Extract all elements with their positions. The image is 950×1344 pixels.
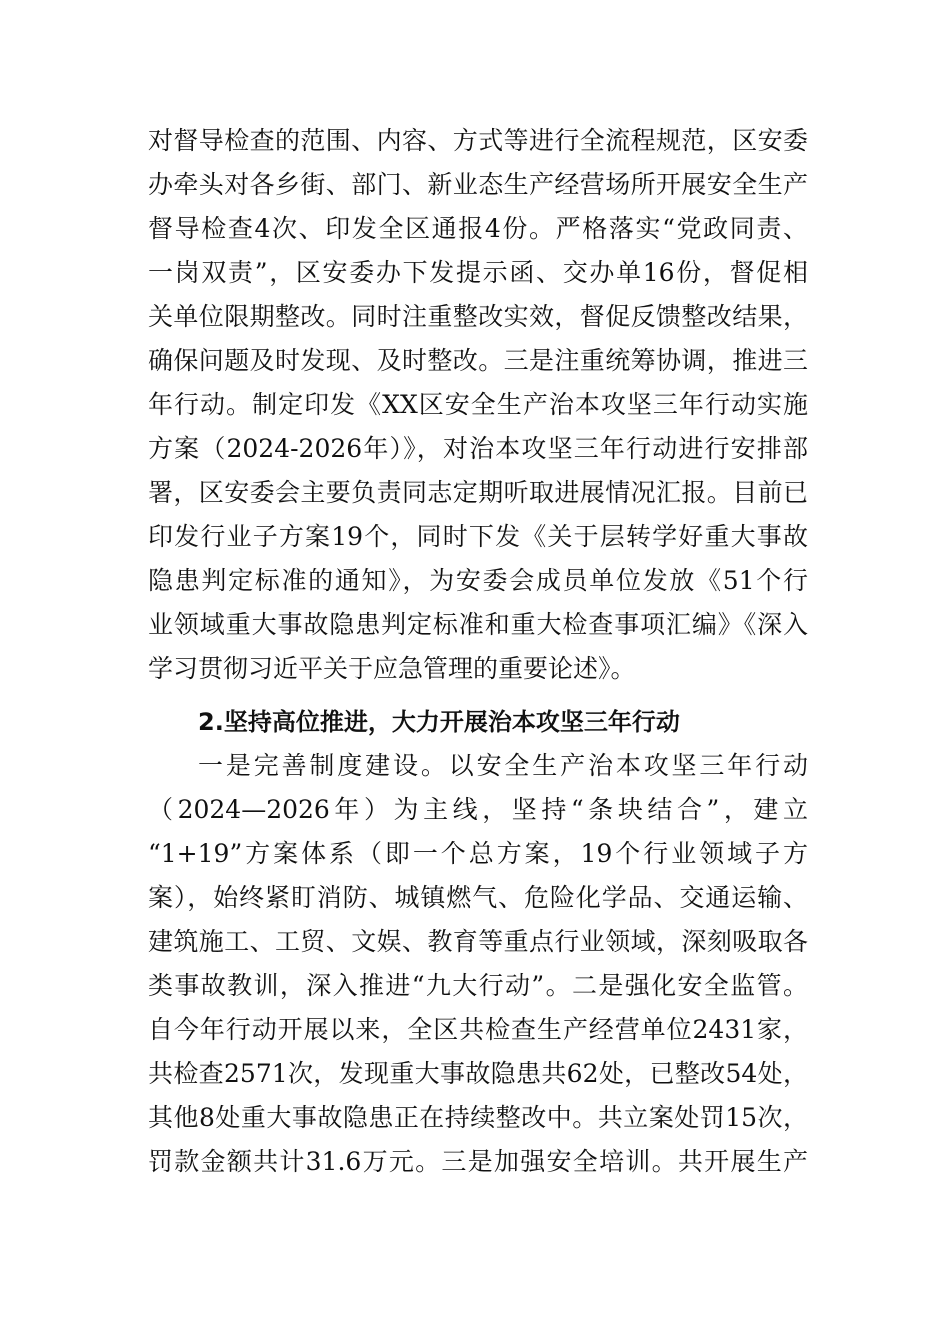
paragraph-line: 方案（2024-2026年）》，对治本攻坚三年行动进行安排部: [148, 434, 808, 463]
paragraph-line: 其他8处重大事故隐患正在持续整改中。共立案处罚15次，: [148, 1103, 808, 1132]
paragraph-line: 建筑施工、工贸、文娱、教育等重点行业领域，深刻吸取各: [148, 927, 808, 956]
paragraph-line: 自今年行动开展以来，全区共检查生产经营单位2431家，: [148, 1015, 808, 1044]
section-heading: 2.坚持高位推进，大力开展治本攻坚三年行动: [198, 708, 680, 736]
paragraph-line: 印发行业子方案19个，同时下发《关于层转学好重大事故: [148, 522, 808, 551]
paragraph-line: 案），始终紧盯消防、城镇燃气、危险化学品、交通运输、: [148, 883, 808, 912]
paragraph-line: 业领域重大事故隐患判定标准和重大检查事项汇编》《深入: [148, 610, 808, 639]
paragraph-line: 关单位限期整改。同时注重整改实效，督促反馈整改结果，: [148, 302, 808, 331]
paragraph-line: 年行动。制定印发《XX区安全生产治本攻坚三年行动实施: [148, 390, 808, 419]
paragraph-line: 隐患判定标准的通知》，为安委会成员单位发放《51个行: [148, 566, 808, 595]
paragraph-line: （2024—2026年）为主线，坚持“条块结合”，建立: [148, 795, 808, 824]
paragraph-line: “1+19”方案体系（即一个总方案，19个行业领域子方: [148, 839, 808, 868]
paragraph-line: 类事故教训，深入推进“九大行动”。二是强化安全监管。: [148, 971, 808, 1000]
paragraph-line: 一岗双责”，区安委办下发提示函、交办单16份，督促相: [148, 258, 808, 287]
paragraph-line: 署，区安委会主要负责同志定期听取进展情况汇报。目前已: [148, 478, 808, 507]
paragraph-line: 一是完善制度建设。以安全生产治本攻坚三年行动: [198, 751, 808, 780]
paragraph-line: 学习贯彻习近平关于应急管理的重要论述》。: [148, 654, 636, 683]
paragraph-line: 罚款金额共计31.6万元。三是加强安全培训。共开展生产: [148, 1147, 808, 1176]
paragraph-line: 办牵头对各乡街、部门、新业态生产经营场所开展安全生产: [148, 170, 808, 199]
paragraph-line: 督导检查4次、印发全区通报4份。严格落实“党政同责、: [148, 214, 808, 243]
paragraph-line: 确保问题及时发现、及时整改。三是注重统筹协调，推进三: [148, 346, 808, 375]
paragraph-line: 共检查2571次，发现重大事故隐患共62处，已整改54处，: [148, 1059, 808, 1088]
paragraph-line: 对督导检查的范围、内容、方式等进行全流程规范，区安委: [148, 126, 808, 155]
